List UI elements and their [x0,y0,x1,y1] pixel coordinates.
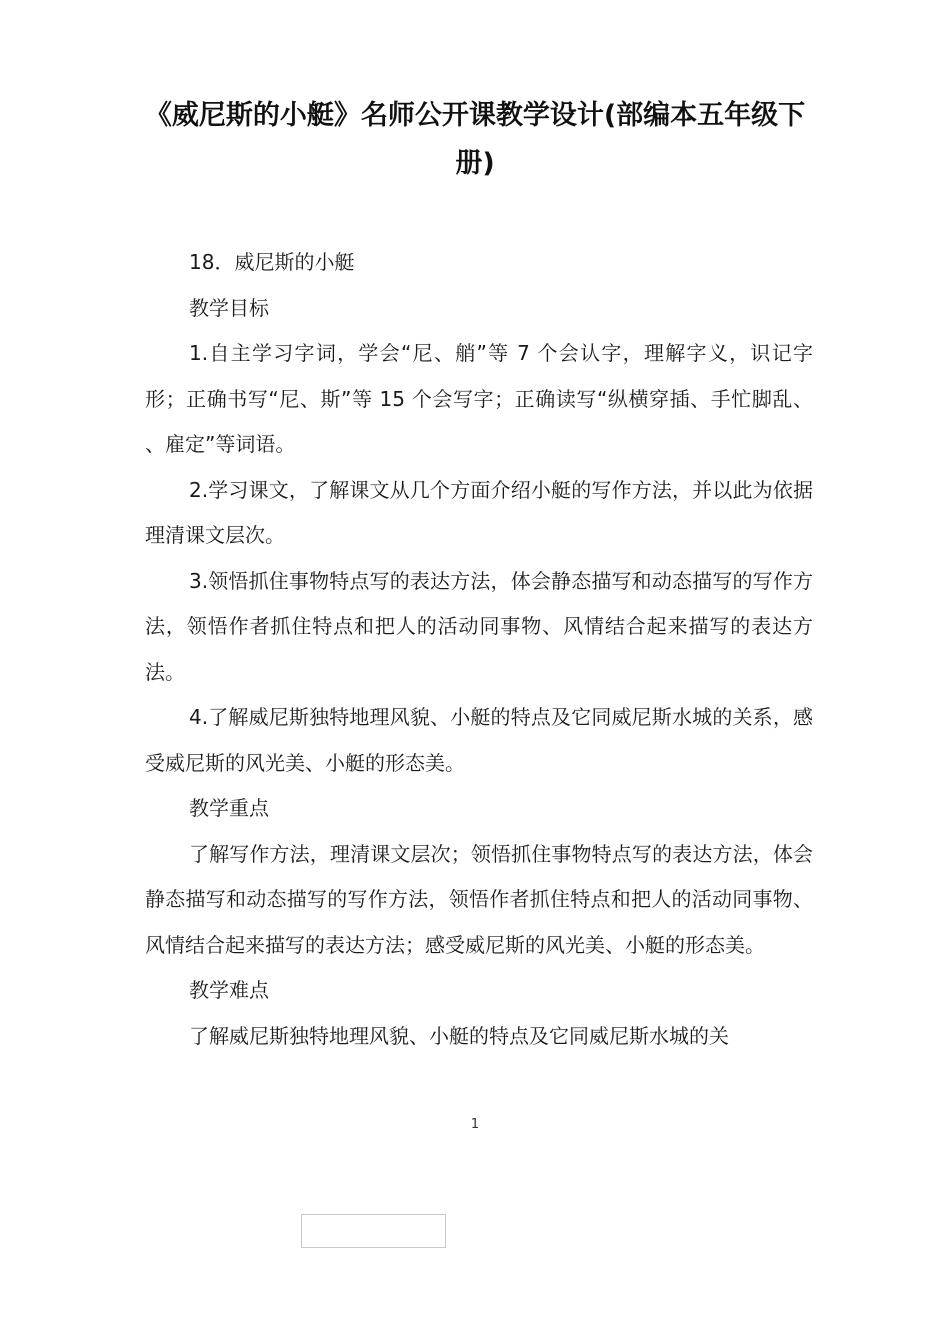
section-heading-key-points: 教学重点 [189,796,269,820]
section-heading-objectives: 教学目标 [189,295,269,320]
objective-item-3: 3.领悟抓住事物特点写的表达方法，体会静态描写和动态描写的写作方法，领悟作者抓住特点和把人的活动同事物、风情结合起来描写的表达方法。 [145,568,813,684]
document-body [145,240,813,1059]
objective-item-2: 2.学习课文，了解课文从几个方面介绍小艇的写作方法，并以此为依据理清课文层次。 [145,477,813,547]
difficulties-text: 了解威尼斯独特地理风貌、小艇的特点及它同威尼斯水城的关 [189,1023,729,1048]
lesson-heading: 18．威尼斯的小艇 [189,250,355,274]
objective-item-4: 4.了解威尼斯独特地理风貌、小艇的特点及它同威尼斯水城的关系，感受威尼斯的风光美、小艇的形态美。 [145,705,813,775]
objective-item-1: 1.自主学习字词，学会“尼、艄”等 7 个会认字，理解字义，识记字形；正确书写“尼、斯”等 15 个会写字；正确读写“纵横穿插、手忙脚乱、 、雇定”等词语。 [145,341,813,456]
document-title: 《威尼斯的小艇》名师公开课教学设计(部编本五年级下册) [144,100,806,179]
key-points-text: 了解写作方法，理清课文层次；领悟抓住事物特点写的表达方法，体会静态描写和动态描写的写作方法，领悟作者抓住特点和把人的活动同事物、风情结合起来描写的表达方法；感受威尼斯的风光美、小艇的形态美。 [145,841,813,957]
footer-box [301,1214,446,1248]
section-heading-difficulties: 教学难点 [189,978,269,1002]
page-number: 1 [470,1117,480,1132]
